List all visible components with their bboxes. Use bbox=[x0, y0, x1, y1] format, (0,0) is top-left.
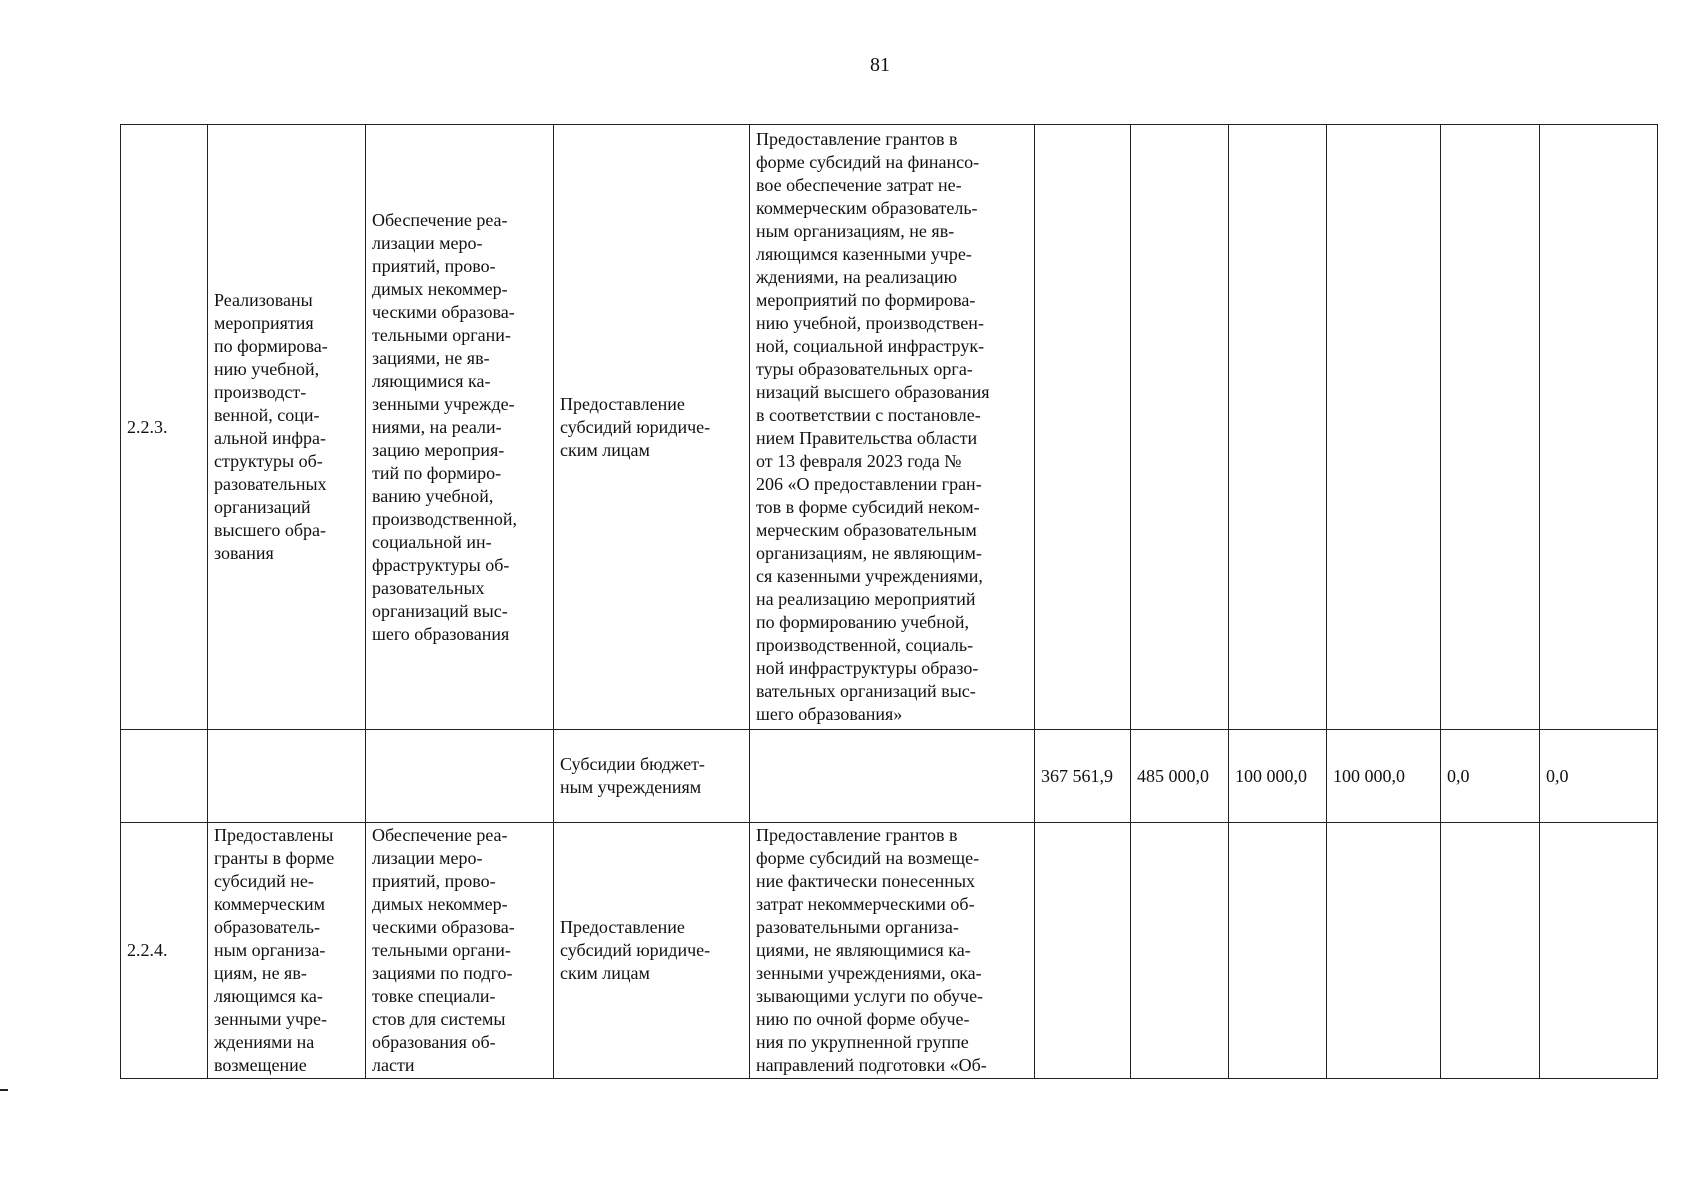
task-cell bbox=[366, 730, 554, 823]
value-cell: 100 000,0 bbox=[1327, 730, 1441, 823]
table-row bbox=[121, 823, 1658, 1079]
result-cell bbox=[208, 730, 366, 823]
type-text: Субсидии бюджет- ным учреждениям bbox=[560, 754, 705, 797]
table-row bbox=[121, 125, 1658, 730]
value-cell bbox=[1035, 125, 1131, 730]
value-cell bbox=[1229, 125, 1327, 730]
task-cell bbox=[366, 125, 554, 730]
result-text: Реализованы мероприятия по формирова- нию учебной, производст- венной, соци- альной инфра- структуры об- разовательных организаций высшего обра- зования bbox=[214, 290, 328, 563]
value-cell bbox=[1540, 125, 1658, 730]
table-row bbox=[121, 730, 1658, 823]
type-text: Предоставление субсидий юридиче- ским лицам bbox=[560, 917, 711, 983]
result-cell bbox=[208, 125, 366, 730]
value-cell: 0,0 bbox=[1540, 730, 1658, 823]
basis-cell bbox=[750, 125, 1035, 730]
value-cell: 485 000,0 bbox=[1131, 730, 1229, 823]
value-cell: 0,0 bbox=[1441, 730, 1540, 823]
value-cell: 100 000,0 bbox=[1229, 730, 1327, 823]
value-cell bbox=[1327, 125, 1441, 730]
page-number: 81 bbox=[870, 54, 890, 76]
type-cell bbox=[554, 823, 750, 1079]
basis-text: Предоставление грантов в форме субсидий на финансо- вое обеспечение затрат не- коммерческим образователь- ным организациям, не яв- ляющимся казенными учре- ждениями, на реализацию мероприятий по формирова- нию учебной, производствен- ной, социальной инфраструк- туры образовательных орга- низаций высшего образования в соответствии с постановле- нием Правительства области от 13 февраля 2023 года № 206 «О предоставлении гран- тов в форме субсидий неком- мерческим образовательным организациям, не являющим- ся казенными учреждениями, на реализацию мероприятий по формированию учебной, производственной, социаль- ной инфраструктуры образо- вательных организаций выс- шего образования» bbox=[756, 129, 990, 724]
type-text: Предоставление субсидий юридиче- ским лицам bbox=[560, 393, 711, 460]
value-cell bbox=[1131, 823, 1229, 1079]
result-cell bbox=[208, 823, 366, 1079]
value-cell bbox=[1441, 823, 1540, 1079]
value-cell bbox=[1540, 823, 1658, 1079]
task-text: Обеспечение реа- лизации меро- приятий, прово- димых некоммер- ческими образова- тельными органи- зациями, не яв- ляющимися ка- зенными учрежде- ниями, на реали- зацию мероприя- тий по формиро- ванию учебной, производственной, социальной ин- фраструктуры об- разовательных организаций выс- шего образования bbox=[372, 209, 518, 644]
row-number: 2.2.3. bbox=[121, 125, 208, 730]
type-cell bbox=[554, 730, 750, 823]
margin-mark bbox=[0, 1089, 8, 1091]
basis-cell bbox=[750, 730, 1035, 823]
task-text: Обеспечение реа- лизации меро- приятий, прово- димых некоммер- ческими образова- тельными органи- зациями по подго- товке специали- стов для системы образования об- ласти bbox=[372, 825, 515, 1075]
value-cell: 367 561,9 bbox=[1035, 730, 1131, 823]
value-cell bbox=[1229, 823, 1327, 1079]
basis-text: Предоставление грантов в форме субсидий на возмеще- ние фактически понесенных затрат некоммерческими об- разовательными организа- циями, не являющимися ка- зенными учреждениями, ока- зывающими услуги по обуче- нию по очной форме обуче- ния по укрупненной группе направлений подготовки «Об- bbox=[756, 825, 987, 1075]
value-cell bbox=[1327, 823, 1441, 1079]
value-cell bbox=[1441, 125, 1540, 730]
budget-table bbox=[120, 124, 1658, 1079]
task-cell bbox=[366, 823, 554, 1079]
type-cell bbox=[554, 125, 750, 730]
basis-cell bbox=[750, 823, 1035, 1079]
value-cell bbox=[1131, 125, 1229, 730]
value-cell bbox=[1035, 823, 1131, 1079]
result-text: Предоставлены гранты в форме субсидий не- коммерческим образователь- ным организа- циям, не яв- ляющимся ка- зенными учре- ждениями на возмещение bbox=[214, 825, 335, 1075]
row-number bbox=[121, 730, 208, 823]
row-number: 2.2.4. bbox=[121, 823, 208, 1079]
